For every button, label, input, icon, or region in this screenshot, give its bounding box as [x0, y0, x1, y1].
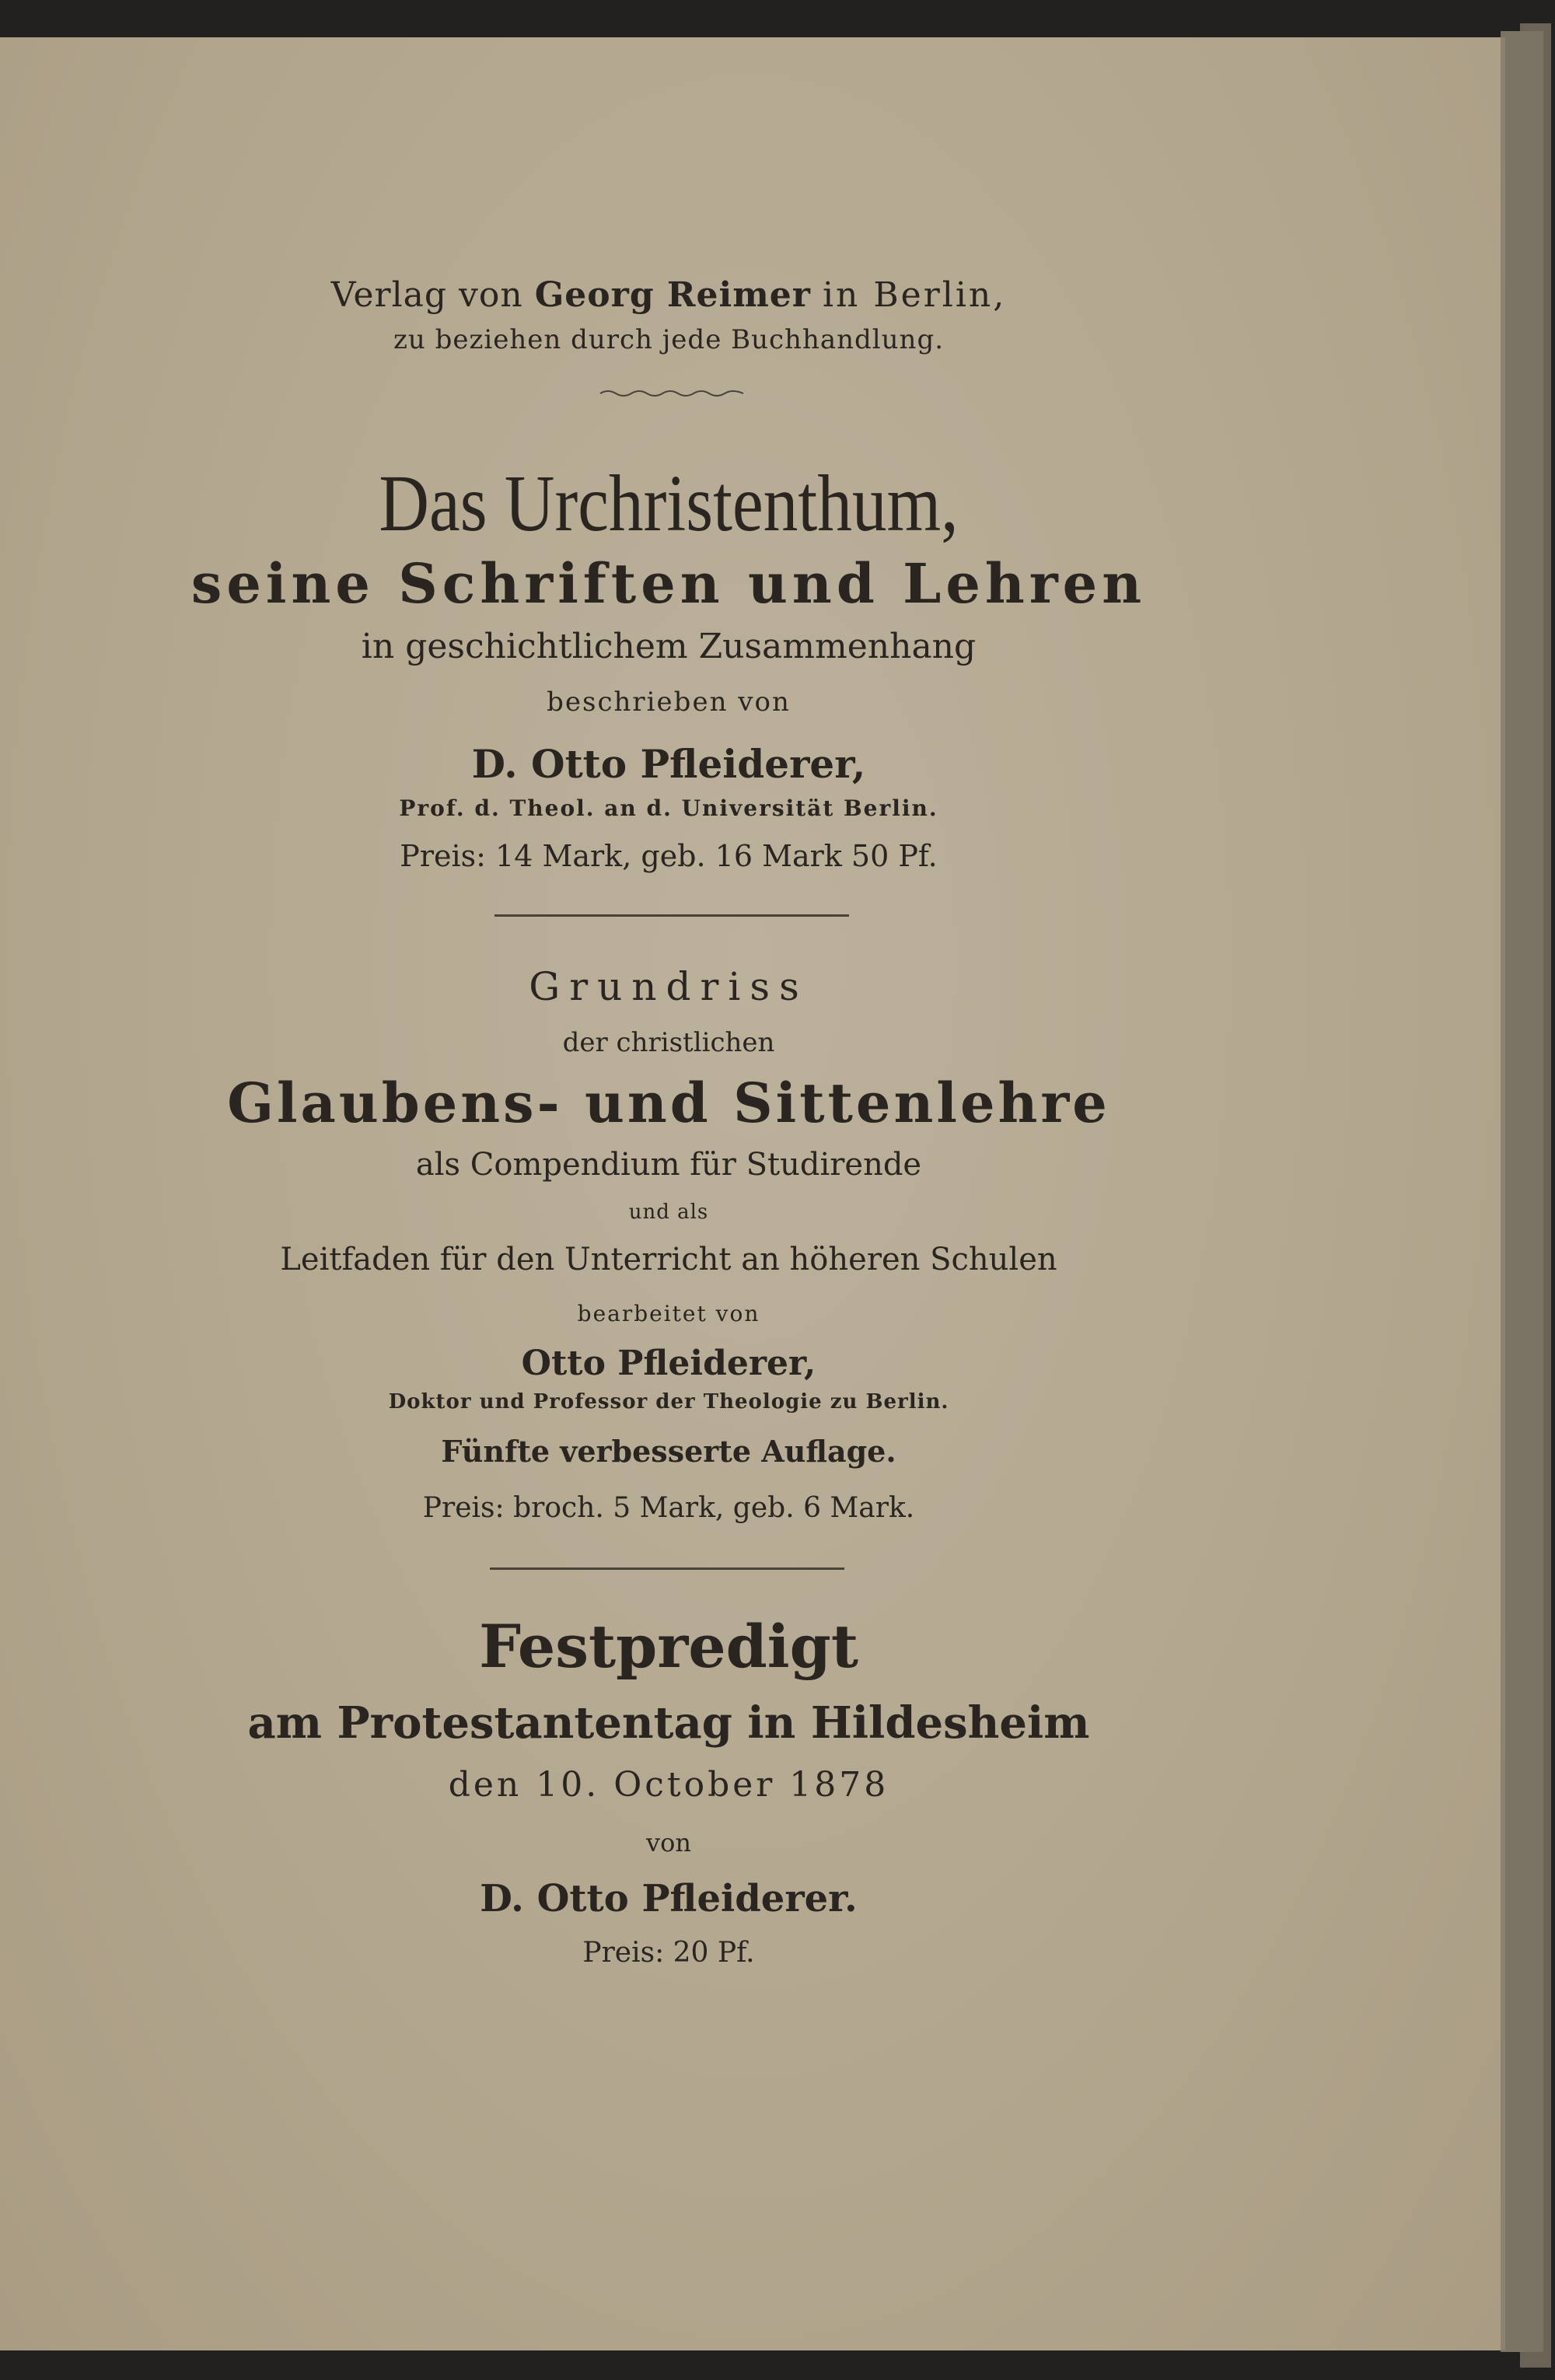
book1-title: Das Urchristenthum,: [379, 459, 959, 548]
book1-affiliation: Prof. d. Theol. an d. Universität Berlin.: [399, 795, 938, 821]
book2-affiliation: Doktor und Professor der Theologie zu Berlin.: [388, 1390, 949, 1414]
book2-purpose: als Compendium für Studirende: [415, 1147, 922, 1183]
book3-title: Festpredigt: [479, 1612, 858, 1681]
book2-title-der-christlichen: der christlichen: [562, 1027, 775, 1058]
page-edge: [1501, 31, 1543, 2352]
book1-subtitle: seine Schriften und Lehren: [190, 551, 1147, 616]
advertisement-page: [0, 37, 1501, 2350]
book2-byline: bearbeitet von: [577, 1301, 760, 1326]
book3-author: D. Otto Pfleiderer.: [480, 1877, 858, 1920]
publisher-name: Georg Reimer: [534, 275, 811, 315]
book3-subtitle: am Protestantentag in Hildesheim: [247, 1697, 1090, 1749]
book2-leitfaden: Leitfaden für den Unterricht an höheren Schulen: [280, 1242, 1057, 1277]
book2-price: Preis: broch. 5 Mark, geb. 6 Mark.: [422, 1492, 915, 1524]
ornament-divider: [599, 387, 746, 400]
publisher-suffix: in Berlin,: [822, 275, 1007, 315]
book2-main-title: Glaubens- und Sittenlehre: [227, 1071, 1110, 1135]
book1-price: Preis: 14 Mark, geb. 16 Mark 50 Pf.: [400, 839, 938, 873]
book2-und-als: und als: [628, 1200, 709, 1224]
book1-author: D. Otto Pfleiderer,: [471, 741, 866, 787]
book3-date: den 10. October 1878: [448, 1765, 889, 1805]
book1-byline: beschrieben von: [547, 687, 791, 718]
publisher-line: [0, 275, 1337, 315]
publisher-prefix: Verlag von: [330, 275, 523, 315]
book2-author: Otto Pfleiderer,: [521, 1344, 816, 1383]
publisher-distribution: zu beziehen durch jede Buchhandlung.: [393, 324, 945, 355]
book1-context: in geschichtlichem Zusammenhang: [361, 627, 977, 666]
book2-edition: Fünfte verbesserte Auflage.: [441, 1434, 896, 1469]
page-content: [0, 37, 1501, 2350]
book2-title-grundriss: Grundriss: [529, 964, 809, 1009]
divider-rule-1: [494, 914, 849, 917]
divider-rule-2: [490, 1567, 844, 1570]
book3-price: Preis: 20 Pf.: [582, 1937, 755, 1969]
book3-byline: von: [646, 1828, 691, 1858]
